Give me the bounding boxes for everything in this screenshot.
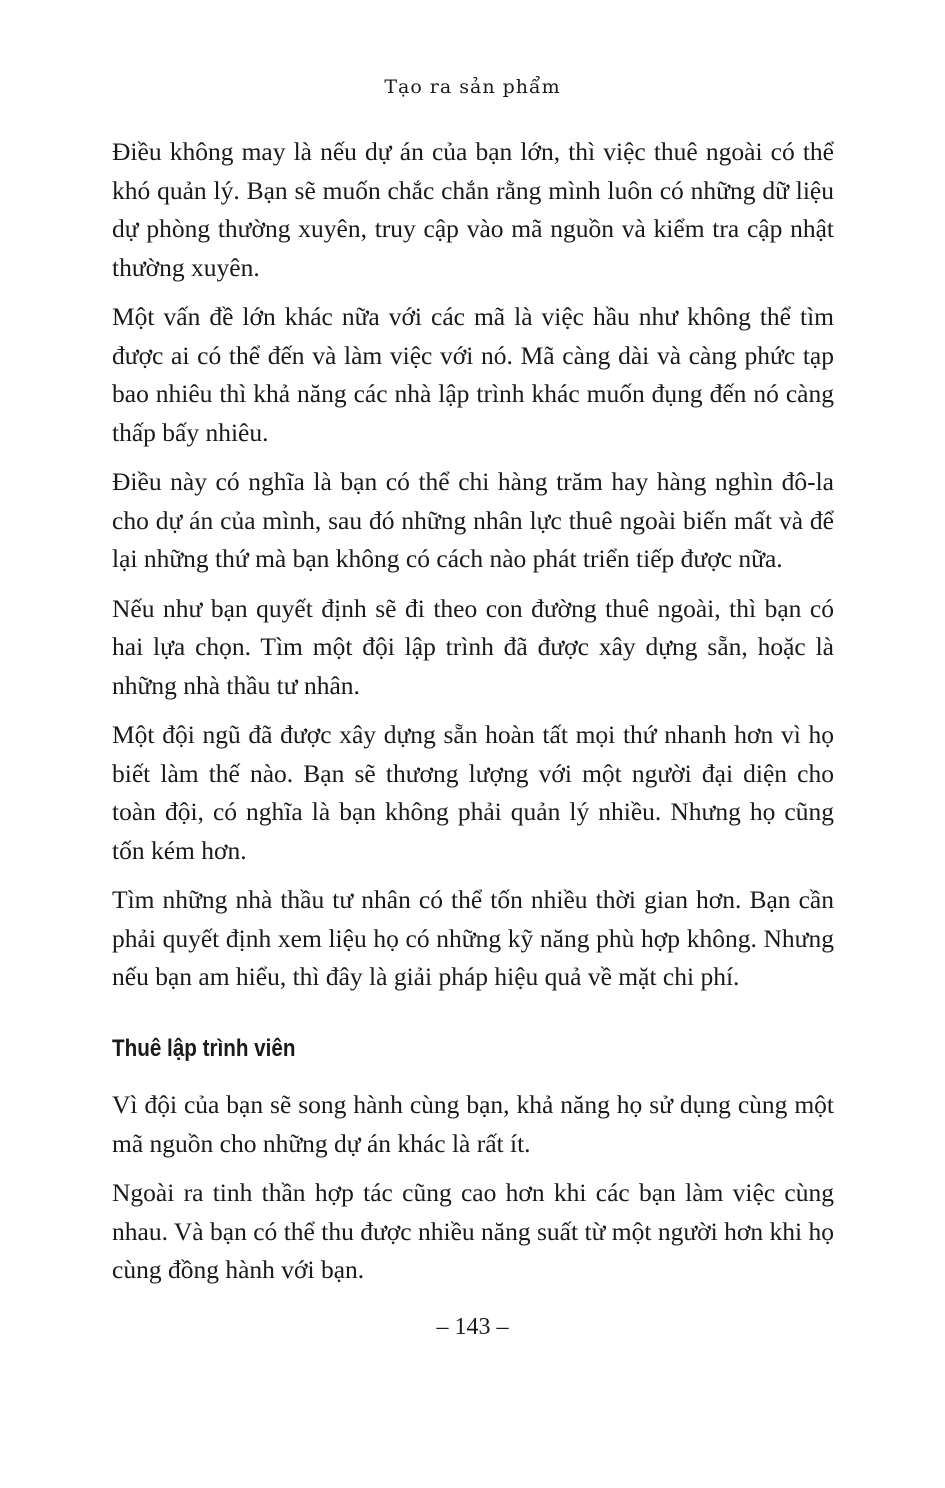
paragraph: Ngoài ra tinh thần hợp tác cũng cao hơn khi các bạn làm việc cùng nhau. Và bạn có thể thu được nhiều năng suất từ một người hơn khi họ cùng đồng hành với bạn. — [112, 1178, 834, 1284]
body-text-before-heading — [112, 133, 834, 1008]
section-heading: Thuê lập trình viên — [112, 1035, 296, 1062]
running-header: Tạo ra sản phẩm — [384, 76, 561, 98]
paragraph: Điều này có nghĩa là bạn có thể chi hàng trăm hay hàng nghìn đô-la cho dự án của mình, sau đó những nhân lực thuê ngoài biến mất và để lại những thứ mà bạn không có cách nào phát triển tiếp được nữa. — [112, 467, 834, 573]
paragraph: Vì đội của bạn sẽ song hành cùng bạn, khả năng họ sử dụng cùng một mã nguồn cho những dự án khác là rất ít. — [112, 1090, 834, 1158]
paragraph: Một đội ngũ đã được xây dựng sẵn hoàn tất mọi thứ nhanh hơn vì họ biết làm thế nào. Bạn sẽ thương lượng với một người đại diện cho toàn đội, có nghĩa là bạn không phải quản lý nhiều. Nhưng họ cũng tốn kém hơn. — [112, 720, 834, 865]
paragraph: Nếu như bạn quyết định sẽ đi theo con đường thuê ngoài, thì bạn có hai lựa chọn. Tìm một đội lập trình đã được xây dựng sẵn, hoặc là những nhà thầu tư nhân. — [112, 593, 834, 700]
paragraph: Một vấn đề lớn khác nữa với các mã là việc hầu như không thể tìm được ai có thể đến và làm việc với nó. Mã càng dài và càng phức tạp bao nhiêu thì khả năng các nhà lập trình khác muốn đụng đến nó càng thấp bấy nhiêu. — [112, 302, 834, 447]
paragraph: Tìm những nhà thầu tư nhân có thể tốn nhiều thời gian hơn. Bạn cần phải quyết định xem liệu họ có những kỹ năng phù hợp không. Nhưng nếu bạn am hiểu, thì đây là giải pháp hiệu quả về mặt chi phí. — [112, 885, 834, 991]
page-number: – 143 – — [436, 1314, 509, 1340]
body-text-after-heading — [112, 1086, 834, 1301]
paragraph: Điều không may là nếu dự án của bạn lớn, thì việc thuê ngoài có thể khó quản lý. Bạn sẽ muốn chắc chắn rằng mình luôn có những dữ liệu dự phòng thường xuyên, truy cập vào mã nguồn và kiểm tra cập nhật thường xuyên. — [112, 137, 834, 282]
